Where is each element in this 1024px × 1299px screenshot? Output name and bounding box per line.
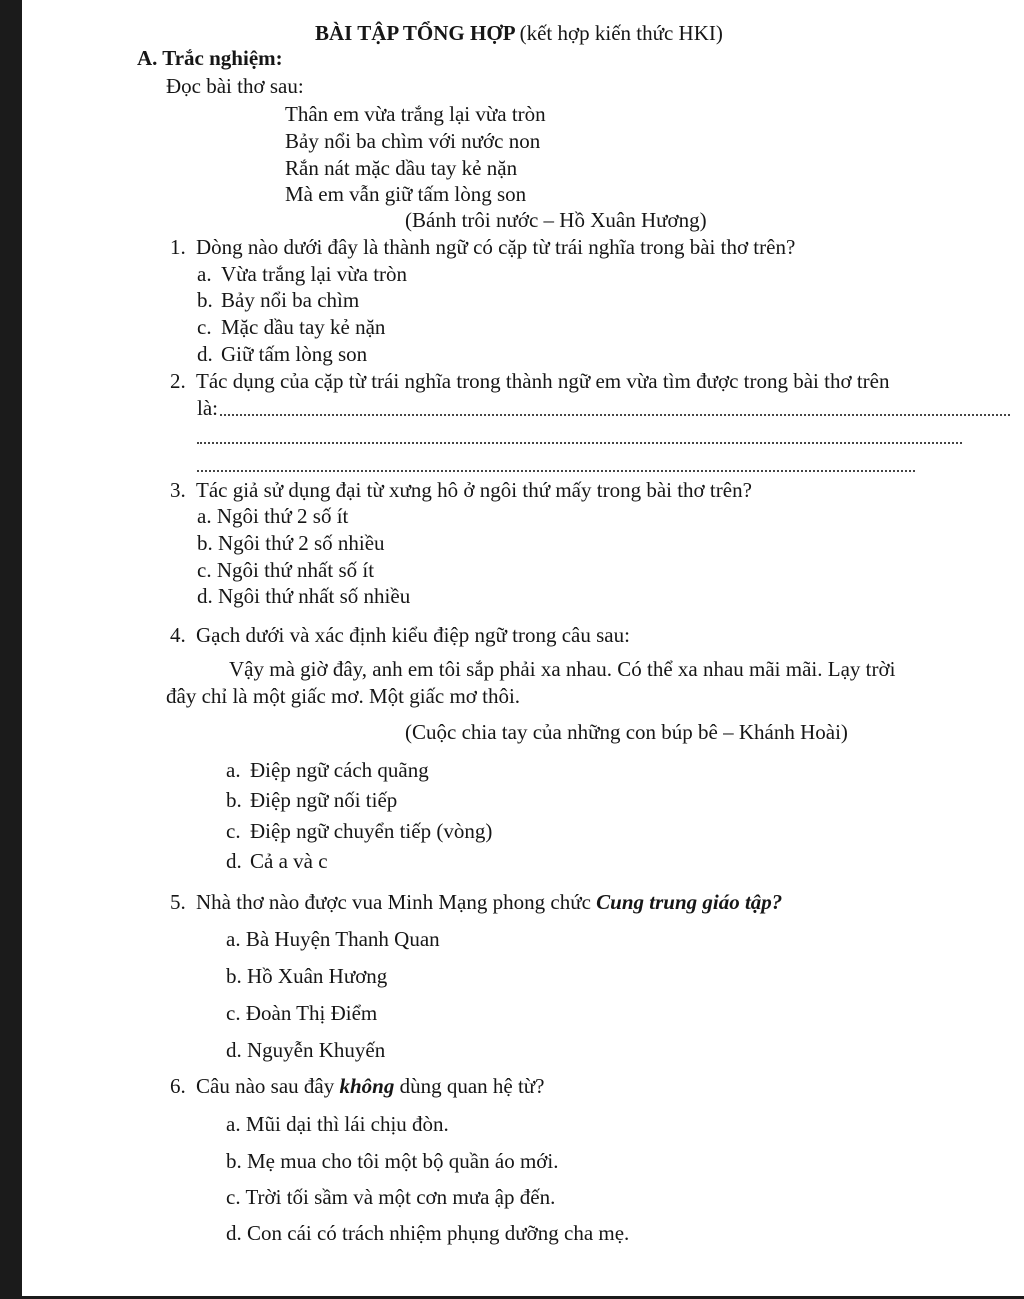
option-text: Bà Huyện Thanh Quan [245, 927, 440, 951]
question-2 [170, 369, 889, 393]
option-text: Cả a và c [250, 849, 328, 873]
poem-source: (Bánh trôi nước – Hồ Xuân Hương) [405, 208, 707, 232]
question-number: 6. [170, 1074, 186, 1098]
option-item [226, 788, 397, 812]
option-text: Đoàn Thị Điểm [245, 1001, 378, 1025]
option-text: Trời tối sầm và một cơn mưa ập đến. [245, 1185, 556, 1209]
option-letter: d. [226, 1038, 242, 1062]
option-letter: a. [226, 1112, 241, 1136]
option-text: Giữ tấm lòng son [221, 342, 368, 366]
option-text: Ngôi thứ 2 số nhiều [218, 531, 385, 555]
passage-source: (Cuộc chia tay của những con búp bê – Khánh Hoài) [405, 720, 848, 744]
option-letter: b. [197, 531, 213, 555]
question-emphasis: không [339, 1074, 395, 1098]
option-item [226, 1038, 385, 1062]
option-item [197, 315, 385, 339]
option-item [197, 288, 359, 312]
question-number: 2. [170, 369, 186, 393]
option-item [226, 1001, 377, 1025]
option-letter: c. [226, 819, 241, 843]
option-item [197, 504, 348, 528]
question-text-after: dùng quan hệ từ? [399, 1074, 545, 1098]
question-5 [170, 890, 782, 914]
question-1 [170, 235, 795, 259]
option-text: Điệp ngữ chuyển tiếp (vòng) [250, 819, 493, 843]
option-letter: b. [226, 1149, 242, 1173]
option-letter: c. [226, 1185, 241, 1209]
option-item [197, 342, 367, 366]
option-text: Điệp ngữ cách quãng [250, 758, 429, 782]
option-letter: b. [226, 788, 242, 812]
option-letter: d. [226, 849, 242, 873]
answer-prefix: là: [197, 396, 218, 420]
option-item [226, 1185, 555, 1209]
title-bold: BÀI TẬP TỔNG HỢP [315, 21, 515, 45]
option-text: Ngôi thứ 2 số ít [216, 504, 349, 528]
option-letter: a. [197, 504, 212, 528]
option-text: Mẹ mua cho tôi một bộ quần áo mới. [247, 1149, 559, 1173]
question-text-before: Câu nào sau đây [196, 1074, 335, 1098]
question-text: Gạch dưới và xác định kiểu điệp ngữ trong câu sau: [196, 623, 630, 647]
option-item [226, 964, 387, 988]
poem-line: Bảy nổi ba chìm với nước non [285, 129, 541, 153]
question-text: Tác dụng của cặp từ trái nghĩa trong thành ngữ em vừa tìm được trong bài thơ trên [196, 369, 890, 393]
passage-line: đây chỉ là một giấc mơ. Một giấc mơ thôi. [166, 684, 521, 708]
worksheet-page [22, 0, 1024, 1296]
page-title [315, 21, 723, 45]
option-item [197, 558, 374, 582]
option-item [226, 849, 328, 873]
option-text: Điệp ngữ nối tiếp [250, 788, 398, 812]
question-number: 5. [170, 890, 186, 914]
question-text: Nhà thơ nào được vua Minh Mạng phong chức [196, 890, 591, 914]
question-text: Tác giả sử dụng đại từ xưng hô ở ngôi thứ mấy trong bài thơ trên? [196, 478, 752, 502]
option-item [226, 819, 492, 843]
poem-line: Thân em vừa trắng lại vừa tròn [285, 102, 546, 126]
question-text: Dòng nào dưới đây là thành ngữ có cặp từ trái nghĩa trong bài thơ trên? [196, 235, 796, 259]
option-text: Nguyễn Khuyến [247, 1038, 386, 1062]
section-heading: A. Trắc nghiệm: [137, 46, 283, 70]
option-letter: a. [197, 262, 212, 286]
option-letter: c. [197, 558, 212, 582]
option-item [226, 1221, 629, 1245]
title-subtitle: (kết hợp kiến thức HKI) [519, 21, 723, 45]
option-text: Mặc dầu tay kẻ nặn [221, 315, 386, 339]
option-letter: d. [197, 584, 213, 608]
option-item [197, 584, 410, 608]
option-item [226, 1112, 449, 1136]
poem-line: Rắn nát mặc dầu tay kẻ nặn [285, 156, 518, 180]
option-item [197, 262, 407, 286]
option-letter: d. [226, 1221, 242, 1245]
option-item [226, 927, 440, 951]
option-letter: b. [226, 964, 242, 988]
passage-line: Vậy mà giờ đây, anh em tôi sắp phải xa nhau. Có thể xa nhau mãi mãi. Lạy trời [229, 657, 896, 681]
option-text: Ngôi thứ nhất số nhiều [218, 584, 411, 608]
option-text: Mũi dại thì lái chịu đòn. [245, 1112, 449, 1136]
option-letter: c. [197, 315, 212, 339]
question-number: 4. [170, 623, 186, 647]
option-text: Ngôi thứ nhất số ít [216, 558, 375, 582]
answer-line[interactable] [220, 414, 1010, 416]
question-number: 1. [170, 235, 186, 259]
section-instruction: Đọc bài thơ sau: [166, 74, 304, 98]
option-item [226, 758, 429, 782]
option-text: Hồ Xuân Hương [247, 964, 388, 988]
answer-line[interactable] [197, 470, 915, 472]
question-4 [170, 623, 630, 647]
option-letter: b. [197, 288, 213, 312]
option-letter: d. [197, 342, 213, 366]
option-text: Bảy nổi ba chìm [221, 288, 360, 312]
option-letter: c. [226, 1001, 241, 1025]
option-letter: a. [226, 758, 241, 782]
answer-line[interactable] [197, 442, 962, 444]
option-item [226, 1149, 558, 1173]
option-letter: a. [226, 927, 241, 951]
poem-line: Mà em vẫn giữ tấm lòng son [285, 182, 527, 206]
option-item [197, 531, 385, 555]
option-text: Vừa trắng lại vừa tròn [221, 262, 408, 286]
question-number: 3. [170, 478, 186, 502]
question-6 [170, 1074, 545, 1098]
option-text: Con cái có trách nhiệm phụng dưỡng cha mẹ. [247, 1221, 630, 1245]
question-3 [170, 478, 752, 502]
question-emphasis: Cung trung giáo tập? [596, 890, 783, 914]
